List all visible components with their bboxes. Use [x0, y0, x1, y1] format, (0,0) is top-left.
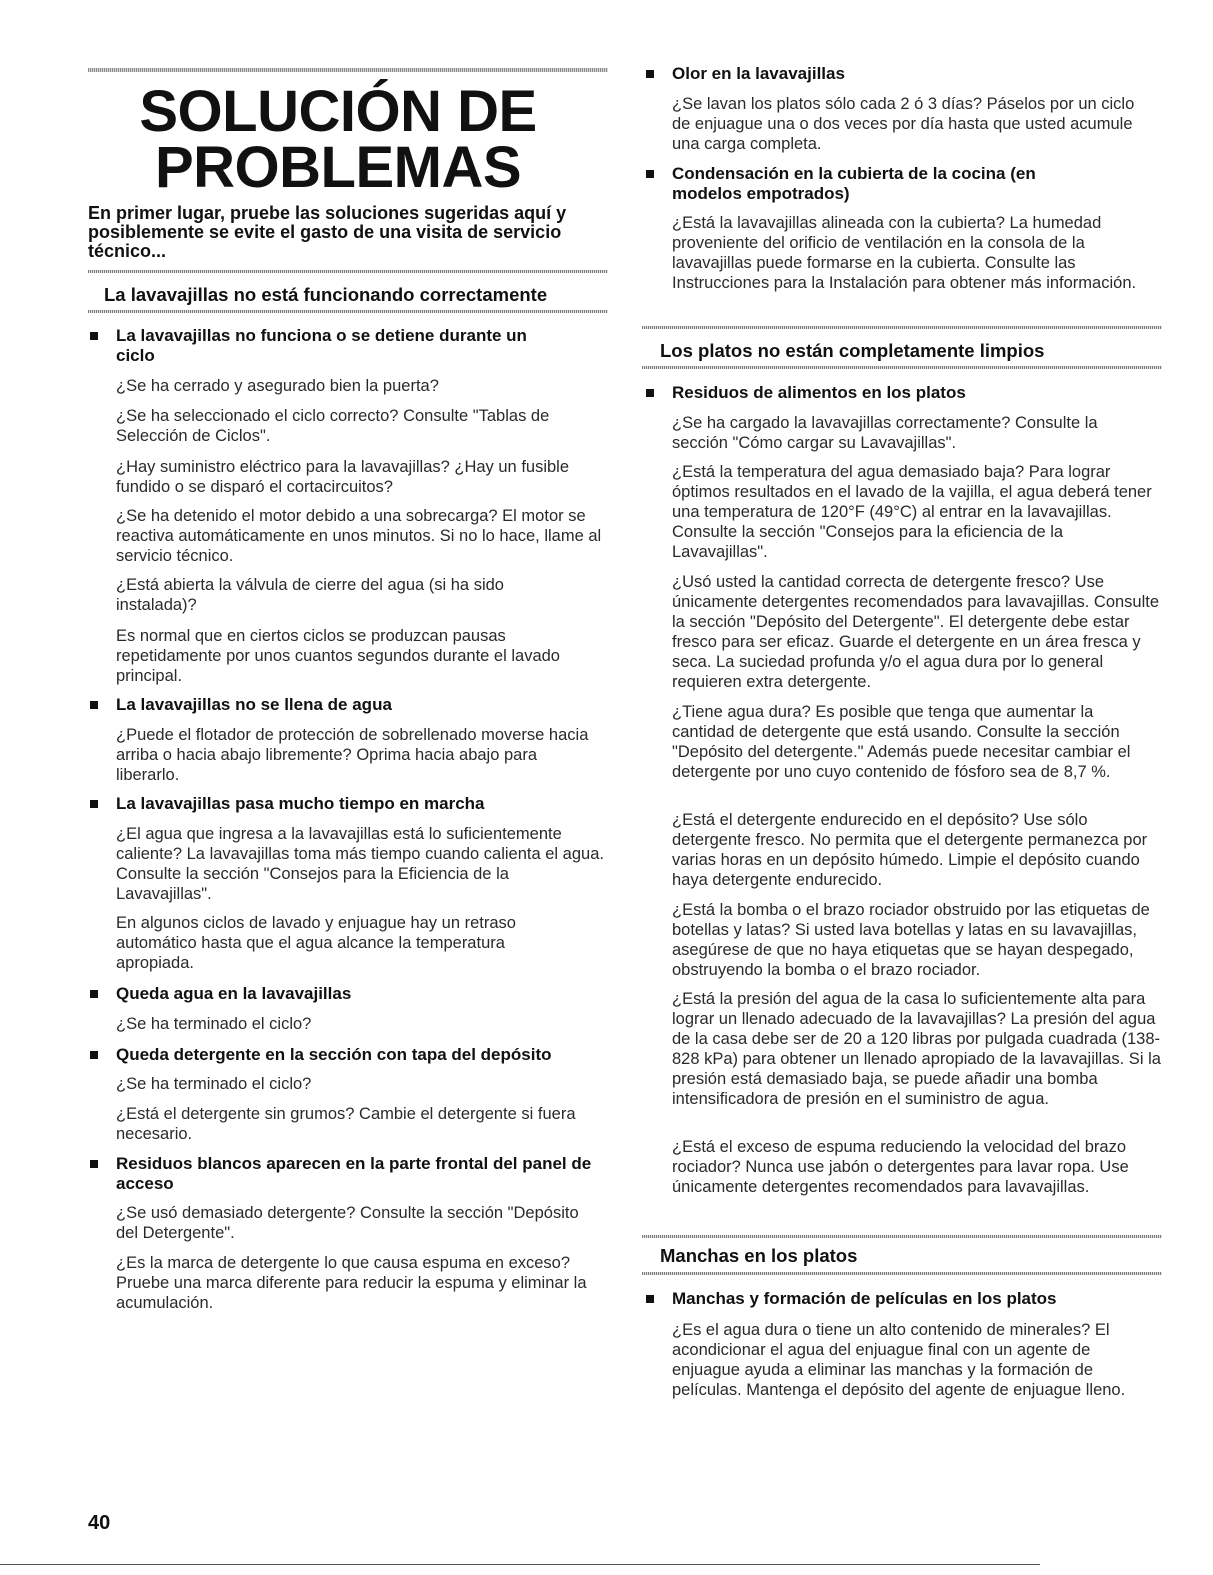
section-title-not-working: La lavavajillas no está funcionando correctamente [104, 284, 548, 305]
item-title: Queda detergente en la sección con tapa del depósito [116, 1045, 552, 1064]
bullet-icon [90, 1051, 98, 1059]
item-title: Condensación en la cubierta de la cocina (en modelos empotrados) [672, 164, 1036, 203]
item-title: Manchas y formación de películas en los platos [672, 1289, 1057, 1308]
paragraph: ¿Es la marca de detergente lo que causa espuma en exceso? Pruebe una marca diferente para reducir la espuma y eliminar la acumulación. [116, 1254, 587, 1312]
paragraph: ¿Está la temperatura del agua demasiado baja? Para lograr óptimos resultados en el lavado de la vajilla, el agua deberá tener una temperatura de 120°F (49°C) al entrar en la lavavajillas. Consulte la sección "Consejos para la eficiencia de la Lavavajillas". [672, 463, 1152, 561]
bullet-icon [646, 70, 654, 78]
paragraph: ¿Está el detergente sin grumos? Cambie el detergente si fuera necesario. [116, 1105, 576, 1143]
bullet-icon [90, 800, 98, 808]
item-title: Olor en la lavavajillas [672, 64, 845, 83]
footer-rule [0, 1564, 1040, 1565]
section-rule-top [642, 1235, 1162, 1238]
paragraph: ¿Está el detergente endurecido en el depósito? Use sólo detergente fresco. No permita que el detergente permanezca por varias horas en un depósito húmedo. Limpie el depósito cuando haya detergente endurecido. [672, 811, 1148, 889]
bullet-icon [90, 990, 98, 998]
bullet-icon [90, 332, 98, 340]
page-number: 40 [88, 1512, 111, 1534]
paragraph: ¿Se ha terminado el ciclo? [116, 1075, 312, 1093]
bullet-icon [646, 389, 654, 397]
paragraph: ¿Tiene agua dura? Es posible que tenga que aumentar la cantidad de detergente que está usando. Consulte la sección "Depósito del detergente." Además puede necesitar cambiar el detergente por uno cuyo contenido de fósforo sea de 8,7 %. [672, 703, 1131, 781]
paragraph: ¿Se ha seleccionado el ciclo correcto? Consulte "Tablas de Selección de Ciclos". [116, 407, 550, 445]
item-title: Queda agua en la lavavajillas [116, 984, 352, 1003]
section-rule-top [88, 270, 608, 273]
paragraph: En algunos ciclos de lavado y enjuague hay un retraso automático hasta que el agua alcance la temperatura apropiada. [116, 914, 516, 972]
bullet-icon [90, 1160, 98, 1168]
bullet-icon [646, 170, 654, 178]
paragraph: ¿Está la bomba o el brazo rociador obstruido por las etiquetas de botellas y latas? Si usted lava botellas y latas en su lavavajillas, asegúrese de que no haya etiquetas que se hayan despegado, obstruyendo la bomba o el brazo rociador. [672, 901, 1150, 979]
paragraph: ¿Hay suministro eléctrico para la lavavajillas? ¿Hay un fusible fundido o se disparó el cortacircuitos? [116, 458, 570, 496]
paragraph: Es normal que en ciertos ciclos se produzcan pausas repetidamente por unos cuantos segundos durante el lavado principal. [116, 627, 560, 685]
page-title [88, 79, 588, 200]
item-title: Residuos blancos aparecen en la parte frontal del panel de acceso [116, 1154, 592, 1193]
paragraph: ¿Se ha cerrado y asegurado bien la puerta? [116, 377, 439, 395]
paragraph: ¿Está la lavavajillas alineada con la cubierta? La humedad proveniente del orificio de ventilación en la consola de la lavavajillas puede formarse en la cubierta. Consulte las Instrucciones para la Instalación para obtener más información. [672, 214, 1137, 292]
section-rule-bottom [642, 1272, 1162, 1275]
paragraph: ¿Es el agua dura o tiene un alto contenido de minerales? El acondicionar el agua del enjuague final con un agente de enjuague ayuda a eliminar las manchas y la formación de películas. Mantenga el depósito del agente de enjuague lleno. [672, 1321, 1126, 1399]
paragraph: ¿Está el exceso de espuma reduciendo la velocidad del brazo rociador? Nunca use jabón o detergentes para lavar ropa. Use únicamente detergentes recomendados para lavavajillas. [672, 1138, 1129, 1196]
item-title: La lavavajillas no se llena de agua [116, 695, 392, 714]
paragraph: ¿Se ha detenido el motor debido a una sobrecarga? El motor se reactiva automáticamente en unos minutos. Si no lo hace, llame al servicio técnico. [116, 507, 602, 565]
paragraph: ¿Se ha terminado el ciclo? [116, 1015, 312, 1033]
section-rule-bottom [88, 310, 608, 313]
paragraph: ¿Se ha cargado la lavavajillas correctamente? Consulte la sección "Cómo cargar su Lavavajillas". [672, 414, 1098, 452]
bullet-icon [90, 701, 98, 709]
section-title-not-clean: Los platos no están completamente limpios [660, 340, 1045, 361]
paragraph: ¿El agua que ingresa a la lavavajillas está lo suficientemente caliente? La lavavajillas toma más tiempo cuando calienta el agua. Consulte la sección "Consejos para la Eficiencia de la Lavavajillas". [116, 825, 604, 903]
title-top-rule [88, 68, 608, 72]
paragraph: ¿Se usó demasiado detergente? Consulte la sección "Depósito del Detergente". [116, 1204, 579, 1242]
section-rule-bottom [642, 366, 1162, 369]
item-title: La lavavajillas pasa mucho tiempo en marcha [116, 794, 485, 813]
item-title: Residuos de alimentos en los platos [672, 383, 966, 402]
section-title-spots: Manchas en los platos [660, 1245, 858, 1266]
intro-text: En primer lugar, pruebe las soluciones sugeridas aquí y posiblemente se evite el gasto de una visita de servicio técnico... [88, 203, 567, 261]
paragraph: ¿Usó usted la cantidad correcta de detergente fresco? Use únicamente detergentes recomendados para lavavajillas. Consulte la sección "Depósito del Detergente". El detergente debe estar fresco para ser eficaz. Guarde el detergente en un área fresca y seca. La suciedad profunda y/o el agua dura por lo general requieren extra detergente. [672, 573, 1160, 691]
page-title-line2: PROBLEMAS [154, 135, 522, 200]
bullet-icon [646, 1295, 654, 1303]
paragraph: ¿Está abierta la válvula de cierre del agua (si ha sido instalada)? [116, 576, 504, 614]
paragraph: ¿Se lavan los platos sólo cada 2 ó 3 días? Páselos por un ciclo de enjuague una o dos veces por día hasta que usted acumule una carga completa. [672, 95, 1135, 153]
paragraph: ¿Está la presión del agua de la casa lo suficientemente alta para lograr un llenado adecuado de la lavavajillas? La presión del agua de la casa debe ser de 20 a 120 libras por pulgada cuadrada (138-828 kPa) para obtener un llenado apropiado de la lavavajillas. Si la presión está demasiado baja, se puede añadir una bomba intensificadora de presión en el suministro de agua. [672, 990, 1161, 1108]
item-title: La lavavajillas no funciona o se detiene durante un ciclo [116, 326, 527, 365]
page-title-line1: SOLUCIÓN DE [139, 79, 537, 144]
section-rule-top [642, 326, 1162, 329]
paragraph: ¿Puede el flotador de protección de sobrellenado moverse hacia arriba o hacia abajo libremente? Oprima hacia abajo para liberarlo. [116, 726, 589, 784]
